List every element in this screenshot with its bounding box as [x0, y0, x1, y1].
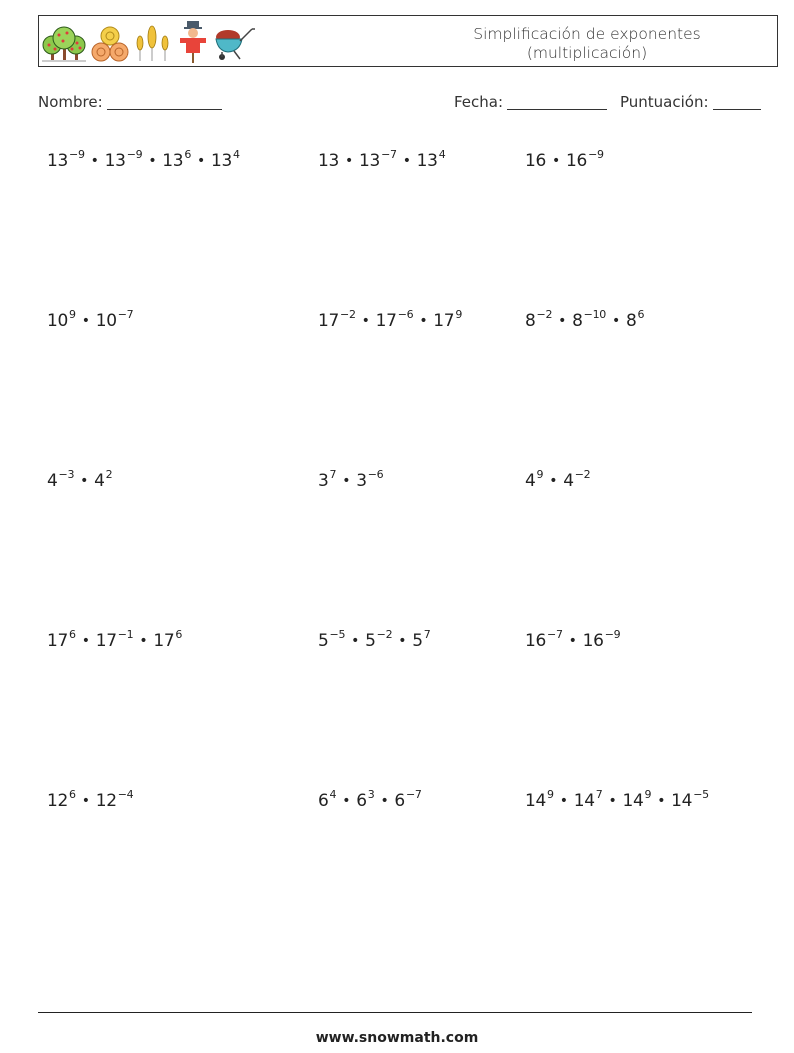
term-base: 14: [622, 791, 644, 811]
term-base: 13: [359, 151, 381, 171]
problem-7: [47, 468, 112, 491]
term-exponent: −6: [397, 308, 414, 321]
score-label: Puntuación:: [620, 93, 709, 111]
scarecrow-icon: [176, 21, 210, 63]
problem-1: [47, 148, 240, 171]
term-exponent: −9: [604, 628, 621, 641]
power-term: [572, 308, 606, 331]
term-base: 17: [318, 311, 340, 331]
problem-8: [318, 468, 383, 491]
worksheet-header: [38, 15, 778, 67]
power-term: [412, 628, 431, 651]
term-exponent: 3: [367, 788, 375, 801]
term-exponent: −4: [117, 788, 134, 801]
power-term: [318, 468, 337, 491]
power-term: [525, 628, 563, 651]
power-term: [47, 788, 76, 811]
term-base: 4: [94, 471, 105, 491]
term-exponent: −2: [340, 308, 356, 321]
multiply-operator: •: [81, 313, 90, 329]
multiply-operator: •: [657, 793, 666, 809]
term-exponent: 6: [637, 308, 645, 321]
multiply-operator: •: [380, 793, 389, 809]
title-line-1: Simplificación de exponentes: [473, 25, 701, 43]
multiply-operator: •: [81, 633, 90, 649]
term-base: 6: [318, 791, 329, 811]
power-term: [47, 148, 85, 171]
term-exponent: 6: [69, 628, 76, 641]
multiply-operator: •: [342, 473, 351, 489]
term-base: 5: [365, 631, 376, 651]
term-exponent: 6: [69, 788, 76, 801]
power-term: [525, 151, 546, 171]
hay-bales-icon: [90, 25, 130, 63]
multiply-operator: •: [148, 153, 157, 169]
term-base: 13: [104, 151, 126, 171]
problem-11: [318, 628, 430, 651]
term-base: 13: [162, 151, 184, 171]
power-term: [95, 308, 134, 331]
multiply-operator: •: [345, 153, 354, 169]
wheat-icon: [134, 25, 172, 63]
multiply-operator: •: [81, 793, 90, 809]
term-exponent: −2: [376, 628, 393, 641]
power-term: [47, 468, 75, 491]
term-exponent: 6: [184, 148, 192, 161]
term-exponent: 4: [329, 788, 337, 801]
power-term: [47, 628, 76, 651]
power-term: [573, 788, 603, 811]
multiply-operator: •: [351, 633, 360, 649]
term-base: 8: [625, 311, 637, 331]
term-exponent: −5: [329, 628, 346, 641]
term-exponent: −1: [117, 628, 134, 641]
power-term: [563, 468, 591, 491]
term-base: 5: [412, 631, 423, 651]
term-base: 4: [47, 471, 58, 491]
term-exponent: −5: [693, 788, 709, 801]
header-icons: [42, 21, 256, 63]
power-term: [622, 788, 652, 811]
term-exponent: −7: [117, 308, 134, 321]
score-blank[interactable]: [713, 93, 761, 110]
term-base: 3: [356, 471, 367, 491]
multiply-operator: •: [402, 153, 411, 169]
term-exponent: 9: [69, 308, 76, 321]
power-term: [318, 628, 346, 651]
term-base: 6: [356, 791, 367, 811]
multiply-operator: •: [552, 153, 561, 169]
term-exponent: −3: [58, 468, 75, 481]
power-term: [416, 148, 446, 171]
problem-5: [318, 308, 462, 331]
power-term: [318, 788, 337, 811]
title-line-2: (multiplicación): [526, 44, 648, 62]
term-exponent: 7: [595, 788, 603, 801]
multiply-operator: •: [559, 793, 568, 809]
term-base: 17: [433, 311, 455, 331]
date-field: [454, 93, 607, 111]
problem-2: [318, 148, 445, 171]
multiply-operator: •: [608, 793, 617, 809]
multiply-operator: •: [419, 313, 428, 329]
power-term: [365, 628, 393, 651]
fruit-trees-icon: [42, 25, 86, 63]
power-term: [356, 468, 384, 491]
problem-9: [525, 468, 590, 491]
power-term: [162, 148, 192, 171]
multiply-operator: •: [90, 153, 99, 169]
power-term: [95, 628, 134, 651]
term-exponent: 9: [644, 788, 652, 801]
power-term: [318, 151, 339, 171]
term-base: 17: [375, 311, 397, 331]
term-exponent: 9: [547, 788, 554, 801]
term-base: 16: [525, 151, 547, 171]
power-term: [525, 788, 554, 811]
term-exponent: 4: [438, 148, 446, 161]
term-base: 17: [95, 631, 117, 651]
multiply-operator: •: [197, 153, 205, 169]
multiply-operator: •: [342, 793, 351, 809]
power-term: [625, 308, 645, 331]
score-field: [620, 93, 761, 111]
term-base: 16: [582, 631, 604, 651]
power-term: [104, 148, 143, 171]
power-term: [433, 308, 463, 331]
multiply-operator: •: [139, 633, 148, 649]
term-base: 16: [566, 151, 588, 171]
term-base: 14: [573, 791, 595, 811]
multiply-operator: •: [558, 313, 567, 329]
term-base: 13: [47, 151, 69, 171]
term-exponent: 7: [329, 468, 337, 481]
power-term: [359, 148, 397, 171]
term-base: 13: [416, 151, 438, 171]
power-term: [582, 628, 621, 651]
term-base: 8: [525, 311, 536, 331]
multiply-operator: •: [549, 473, 558, 489]
term-exponent: 4: [233, 148, 240, 161]
term-base: 13: [211, 151, 233, 171]
student-info-row: [38, 93, 770, 117]
footer-divider: [38, 1012, 752, 1013]
term-exponent: −10: [583, 308, 606, 321]
problem-14: [318, 788, 422, 811]
problem-12: [525, 628, 620, 651]
power-term: [47, 308, 76, 331]
term-exponent: −7: [547, 628, 563, 641]
multiply-operator: •: [568, 633, 577, 649]
footer-url: www.snowmath.com: [315, 1030, 479, 1046]
term-base: 12: [47, 791, 69, 811]
date-label: Fecha:: [454, 93, 504, 111]
term-exponent: −9: [588, 148, 604, 161]
term-exponent: −7: [381, 148, 397, 161]
problem-13: [47, 788, 133, 811]
power-term: [211, 148, 240, 171]
power-term: [356, 788, 375, 811]
term-exponent: 7: [423, 628, 431, 641]
name-field: [38, 93, 222, 111]
term-base: 12: [95, 791, 117, 811]
term-base: 3: [318, 471, 329, 491]
date-blank[interactable]: [507, 93, 607, 110]
worksheet-title: [467, 25, 707, 63]
power-term: [671, 788, 709, 811]
multiply-operator: •: [361, 313, 370, 329]
term-base: 8: [572, 311, 583, 331]
term-base: 14: [671, 791, 693, 811]
term-base: 6: [394, 791, 405, 811]
term-exponent: 2: [105, 468, 113, 481]
term-exponent: −9: [126, 148, 143, 161]
term-base: 4: [525, 471, 536, 491]
term-exponent: 9: [455, 308, 463, 321]
power-term: [153, 628, 183, 651]
power-term: [375, 308, 414, 331]
term-base: 4: [563, 471, 574, 491]
power-term: [318, 308, 356, 331]
power-term: [566, 148, 604, 171]
name-blank[interactable]: [107, 93, 222, 110]
multiply-operator: •: [611, 313, 620, 329]
term-base: 13: [318, 151, 340, 171]
term-exponent: −2: [574, 468, 591, 481]
power-term: [94, 468, 113, 491]
term-exponent: −2: [536, 308, 553, 321]
term-base: 17: [47, 631, 69, 651]
term-base: 14: [525, 791, 547, 811]
problem-15: [525, 788, 709, 811]
power-term: [525, 468, 544, 491]
problem-3: [525, 148, 604, 171]
term-exponent: 6: [175, 628, 183, 641]
power-term: [95, 788, 134, 811]
term-exponent: 9: [536, 468, 544, 481]
term-exponent: −6: [367, 468, 384, 481]
problem-4: [47, 308, 133, 331]
problem-10: [47, 628, 182, 651]
term-base: 5: [318, 631, 329, 651]
term-base: 16: [525, 631, 547, 651]
multiply-operator: •: [398, 633, 407, 649]
multiply-operator: •: [80, 473, 89, 489]
term-base: 10: [95, 311, 117, 331]
name-label: Nombre:: [38, 93, 103, 111]
term-exponent: −9: [69, 148, 85, 161]
term-base: 17: [153, 631, 175, 651]
power-term: [525, 308, 553, 331]
wheelbarrow-icon: [214, 25, 256, 63]
power-term: [394, 788, 422, 811]
term-base: 10: [47, 311, 69, 331]
problem-6: [525, 308, 644, 331]
term-exponent: −7: [405, 788, 422, 801]
